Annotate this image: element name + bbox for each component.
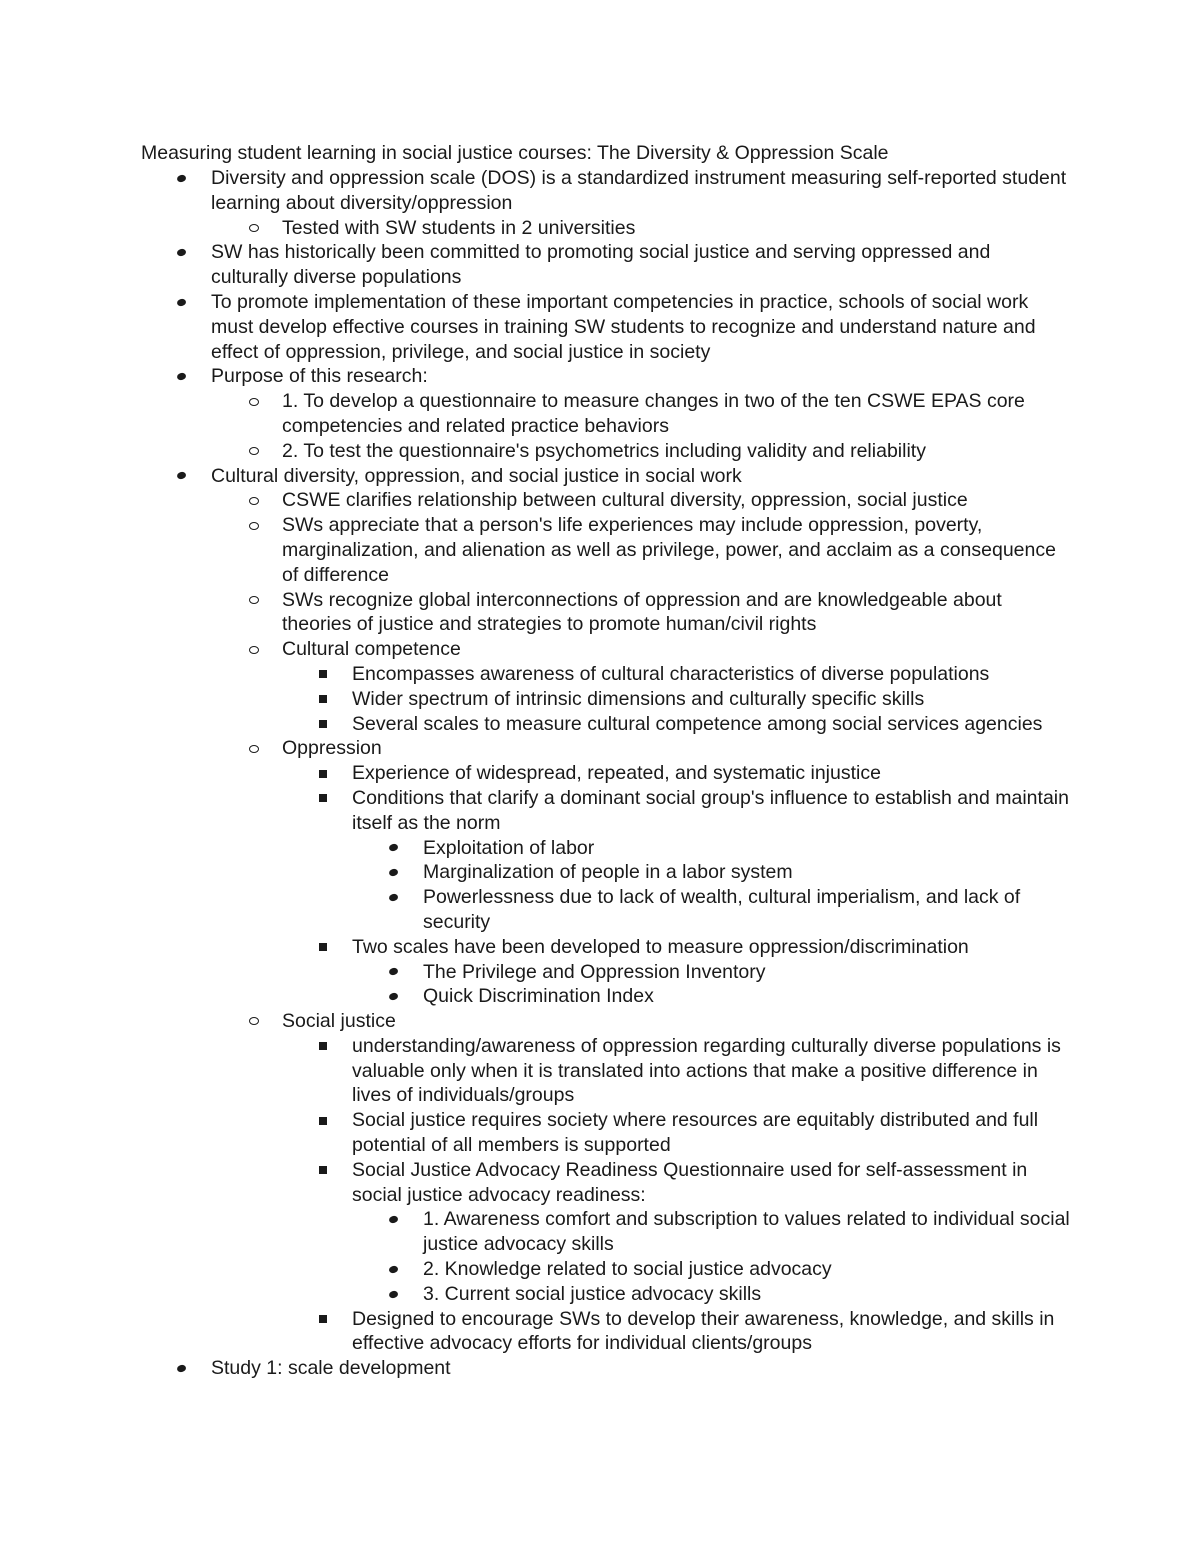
list-item (0, 836, 1200, 861)
list-item-text: Marginalization of people in a labor system (423, 861, 793, 884)
list-item (0, 1108, 1200, 1158)
list-item-text: Experience of widespread, repeated, and systematic injustice (352, 762, 881, 785)
list-item (0, 439, 1200, 464)
list-item (0, 935, 1200, 960)
filled-square-bullet-icon (316, 662, 330, 687)
list-item-text: Quick Discrimination Index (423, 985, 654, 1008)
filled-square-bullet-icon (316, 1034, 330, 1059)
list-item (0, 1034, 1200, 1108)
filled-circle-bullet-icon (386, 1257, 400, 1282)
list-item (0, 364, 1200, 389)
list-item-text: To promote implementation of these important competencies in practice, schools of social work must develop effective courses in training SW students to recognize and understand nature and effect of oppression, privilege, and social justice in society (211, 290, 1036, 363)
list-item-text: Cultural competence (282, 638, 461, 661)
list-item-text: Several scales to measure cultural competence among social services agencies (352, 712, 1043, 735)
filled-circle-bullet-icon (174, 1356, 188, 1381)
bullet-outline (0, 166, 1200, 1381)
list-item (0, 513, 1200, 587)
list-item (0, 712, 1200, 737)
list-item-text: CSWE clarifies relationship between cultural diversity, oppression, social justice (282, 489, 968, 512)
filled-square-bullet-icon (316, 786, 330, 811)
list-item-text: Encompasses awareness of cultural characteristics of diverse populations (352, 662, 990, 685)
list-item (0, 166, 1200, 216)
list-item (0, 736, 1200, 761)
hollow-circle-bullet-icon (247, 736, 261, 761)
list-item-text: Cultural diversity, oppression, and social justice in social work (211, 464, 742, 487)
hollow-circle-bullet-icon (247, 488, 261, 513)
hollow-circle-bullet-icon (247, 637, 261, 662)
hollow-circle-bullet-icon (247, 439, 261, 464)
filled-circle-bullet-icon (386, 836, 400, 861)
hollow-circle-bullet-icon (247, 216, 261, 241)
filled-circle-bullet-icon (386, 984, 400, 1009)
filled-circle-bullet-icon (174, 464, 188, 489)
filled-square-bullet-icon (316, 761, 330, 786)
list-item (0, 389, 1200, 439)
list-item-text: Oppression (282, 737, 382, 760)
list-item (0, 1207, 1200, 1257)
list-item-text: Social Justice Advocacy Readiness Questionnaire used for self-assessment in social justice advocacy readiness: (352, 1158, 1028, 1206)
list-item-text: The Privilege and Oppression Inventory (423, 960, 766, 983)
list-item-text: 1. To develop a questionnaire to measure changes in two of the ten CSWE EPAS core competencies and related practice behaviors (282, 390, 1025, 437)
list-item (0, 960, 1200, 985)
filled-circle-bullet-icon (386, 960, 400, 985)
filled-square-bullet-icon (316, 1108, 330, 1133)
hollow-circle-bullet-icon (247, 588, 261, 613)
list-item-text: Conditions that clarify a dominant social group's influence to establish and maintain itself as the norm (352, 786, 1069, 834)
list-item-text: Exploitation of labor (423, 836, 595, 859)
filled-circle-bullet-icon (174, 166, 188, 191)
list-item-text: Purpose of this research: (211, 365, 428, 388)
list-item (0, 1282, 1200, 1307)
list-item-text: Powerlessness due to lack of wealth, cultural imperialism, and lack of security (423, 886, 1021, 933)
hollow-circle-bullet-icon (247, 389, 261, 414)
list-item (0, 984, 1200, 1009)
list-item (0, 464, 1200, 489)
list-item-text: 1. Awareness comfort and subscription to values related to individual social justice advocacy skills (423, 1208, 1070, 1256)
filled-circle-bullet-icon (174, 364, 188, 389)
filled-square-bullet-icon (316, 712, 330, 737)
filled-circle-bullet-icon (386, 1207, 400, 1232)
list-item-text: understanding/awareness of oppression regarding culturally diverse populations is valuable only when it is translated into actions that make a positive difference in lives of individuals/groups (352, 1034, 1061, 1107)
list-item-text: 2. To test the questionnaire's psychometrics including validity and reliability (282, 439, 926, 462)
filled-circle-bullet-icon (386, 1282, 400, 1307)
list-item (0, 240, 1200, 290)
list-item (0, 216, 1200, 241)
list-item-text: Study 1: scale development (211, 1357, 451, 1380)
hollow-circle-bullet-icon (247, 513, 261, 538)
list-item (0, 860, 1200, 885)
list-item (0, 761, 1200, 786)
filled-square-bullet-icon (316, 1307, 330, 1332)
list-item (0, 1257, 1200, 1282)
list-item (0, 662, 1200, 687)
list-item (0, 1356, 1200, 1381)
list-item (0, 885, 1200, 935)
filled-square-bullet-icon (316, 935, 330, 960)
list-item-text: Social justice requires society where resources are equitably distributed and full potential of all members is supported (352, 1109, 1039, 1157)
filled-circle-bullet-icon (386, 860, 400, 885)
list-item-text: 2. Knowledge related to social justice advocacy (423, 1258, 832, 1281)
filled-circle-bullet-icon (174, 240, 188, 265)
list-item-text: 3. Current social justice advocacy skills (423, 1282, 762, 1305)
list-item (0, 1158, 1200, 1208)
list-item-text: Wider spectrum of intrinsic dimensions and culturally specific skills (352, 687, 925, 710)
list-item (0, 488, 1200, 513)
document-title: Measuring student learning in social justice courses: The Diversity & Oppression Scale (141, 142, 889, 164)
list-item (0, 290, 1200, 364)
list-item-text: SW has historically been committed to promoting social justice and serving oppressed and culturally diverse populations (211, 241, 991, 289)
list-item-text: SWs recognize global interconnections of oppression and are knowledgeable about theories of justice and strategies to promote human/civil rights (282, 588, 1002, 636)
filled-circle-bullet-icon (174, 290, 188, 315)
hollow-circle-bullet-icon (247, 1009, 261, 1034)
list-item (0, 588, 1200, 638)
list-item-text: Designed to encourage SWs to develop their awareness, knowledge, and skills in effective advocacy efforts for individual clients/groups (352, 1307, 1055, 1355)
list-item-text: Two scales have been developed to measure oppression/discrimination (352, 935, 969, 958)
list-item (0, 786, 1200, 836)
filled-square-bullet-icon (316, 687, 330, 712)
list-item (0, 637, 1200, 662)
list-item (0, 1009, 1200, 1034)
filled-square-bullet-icon (316, 1158, 330, 1183)
list-item-text: Social justice (282, 1010, 396, 1033)
list-item-text: Diversity and oppression scale (DOS) is a standardized instrument measuring self-reported student learning about diversity/oppression (211, 167, 1067, 214)
filled-circle-bullet-icon (386, 885, 400, 910)
list-item (0, 1307, 1200, 1357)
list-item (0, 687, 1200, 712)
list-item-text: Tested with SW students in 2 universities (282, 216, 636, 239)
list-item-text: SWs appreciate that a person's life experiences may include oppression, poverty, marginalization, and alienation as well as privilege, power, and acclaim as a consequence of difference (282, 514, 1056, 586)
